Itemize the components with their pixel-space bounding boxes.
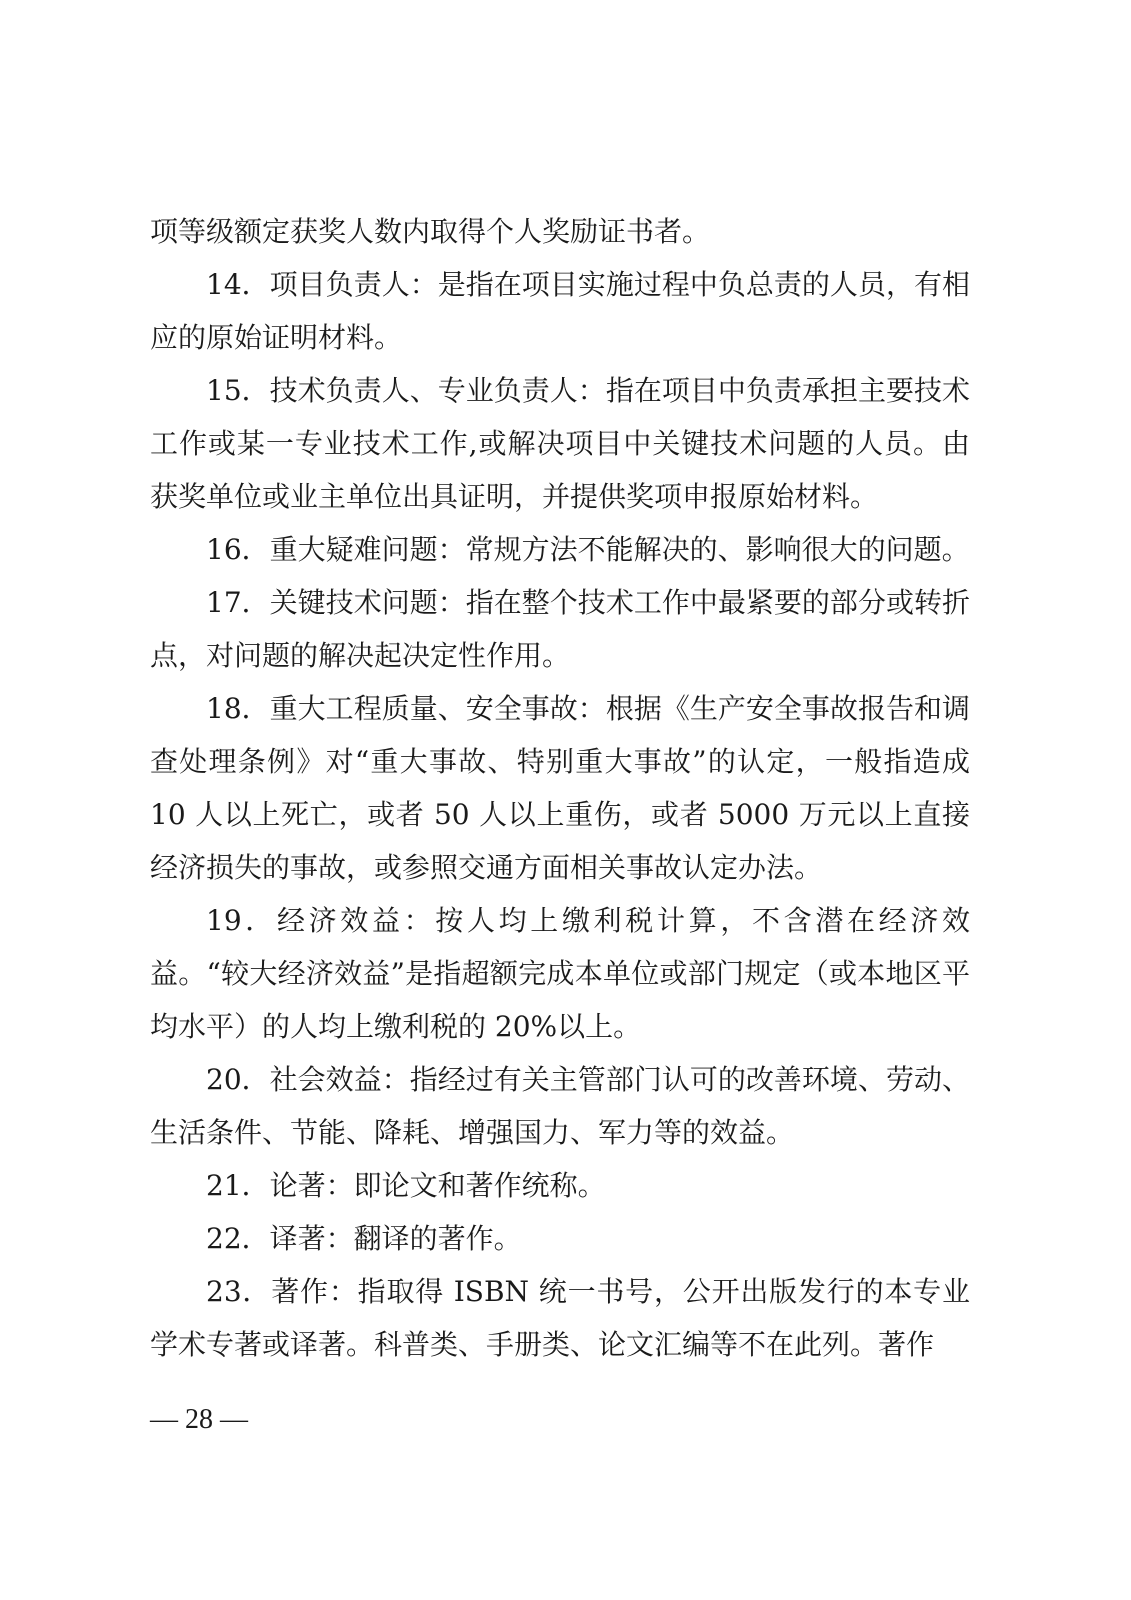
document-body <box>150 205 970 1371</box>
paragraph-item-15: 15．技术负责人、专业负责人：指在项目中负责承担主要技术工作或某一专业技术工作,或解决项目中关键技术问题的人员。由获奖单位或业主单位出具证明，并提供奖项申报原始材料。 <box>150 374 970 513</box>
paragraph-item-16: 16．重大疑难问题：常规方法不能解决的、影响很大的问题。 <box>206 533 970 566</box>
paragraph-item-21: 21．论著：即论文和著作统称。 <box>206 1169 606 1202</box>
paragraph-item-20: 20．社会效益：指经过有关主管部门认可的改善环境、劳动、生活条件、节能、降耗、增强国力、军力等的效益。 <box>150 1063 970 1149</box>
paragraph-item-18: 18．重大工程质量、安全事故：根据《生产安全事故报告和调查处理条例》对“重大事故、特别重大事故”的认定，一般指造成 10 人以上死亡，或者 50 人以上重伤，或者 5000 万元以上直接经济损失的事故，或参照交通方面相关事故认定办法。 <box>150 692 970 884</box>
paragraph-item-17: 17．关键技术问题：指在整个技术工作中最紧要的部分或转折点，对问题的解决起决定性作用。 <box>150 586 970 672</box>
paragraph-item-14: 14．项目负责人：是指在项目实施过程中负总责的人员，有相应的原始证明材料。 <box>150 268 970 354</box>
page-number: — 28 — <box>150 1404 248 1435</box>
paragraph-continuation: 项等级额定获奖人数内取得个人奖励证书者。 <box>150 215 711 248</box>
paragraph-item-23: 23．著作：指取得 ISBN 统一书号，公开出版发行的本专业学术专著或译著。科普类、手册类、论文汇编等不在此列。著作 <box>150 1275 970 1361</box>
paragraph-item-19: 19．经济效益：按人均上缴利税计算，不含潜在经济效益。“较大经济效益”是指超额完成本单位或部门规定（或本地区平均水平）的人均上缴利税的 20%以上。 <box>150 904 970 1043</box>
paragraph-item-22: 22．译著：翻译的著作。 <box>206 1222 522 1255</box>
